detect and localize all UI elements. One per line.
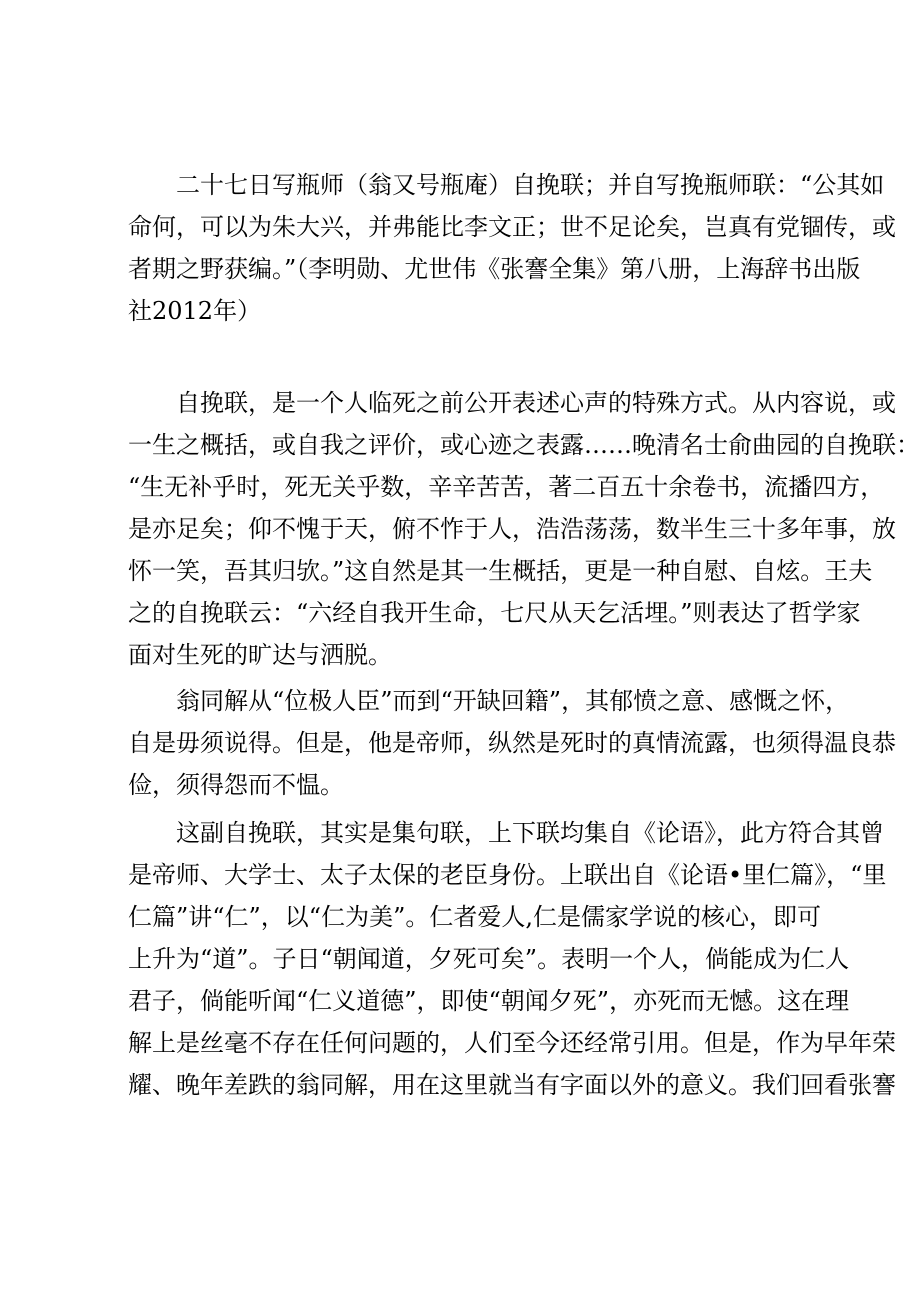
paragraph-3-line-3: 俭，须得怨而不愠。 — [128, 771, 344, 799]
paragraph-4-line-6: 解上是丝毫不存在任何问题的，人们至今还经常引用。但是，作为早年荣 — [128, 1029, 896, 1057]
paragraph-1-line-4: 社2012年） — [128, 297, 262, 325]
paragraph-4-line-4: 上升为“道”。子日“朝闻道，夕死可矣”。表明一个人，倘能成为仁人 — [128, 945, 850, 973]
paragraph-4-line-7: 耀、晚年差跌的翁同解，用在这里就当有字面以外的意义。我们回看张謇 — [128, 1071, 896, 1099]
paragraph-3-line-1: 翁同解从“位极人臣”而到“开缺回籍”，其郁愤之意、感慨之怀， — [176, 687, 850, 715]
paragraph-4-line-2: 是帝师、大学士、太子太保的老臣身份。上联出自《论语•里仁篇》，“里 — [128, 861, 887, 889]
paragraph-2-line-6: 之的自挽联云：“六经自我开生命，七尺从天乞活埋。”则表达了哲学家 — [128, 599, 861, 627]
paragraph-1-line-2: 命何，可以为朱大兴，并弗能比李文正；世不足论矣，岂真有党锢传，或 — [128, 213, 896, 241]
paragraph-2-line-4: 是亦足矣；仰不愧于天，俯不怍于人，浩浩荡荡，数半生三十多年事，放 — [128, 515, 896, 543]
paragraph-3-line-2: 自是毋须说得。但是，他是帝师，纵然是死时的真情流露，也须得温良恭 — [128, 729, 896, 757]
paragraph-4-line-5: 君子，倘能听闻“仁义道德”，即使“朝闻夕死”，亦死而无憾。这在理 — [128, 987, 850, 1015]
paragraph-2-line-1: 自挽联，是一个人临死之前公开表述心声的特殊方式。从内容说，或 — [176, 389, 896, 417]
paragraph-2-line-3: “生无补乎时，死无关乎数，辛辛苦苦，著二百五十余卷书，流播四方， — [128, 473, 885, 501]
paragraph-1-line-1: 二十七日写瓶师（翁又号瓶庵）自挽联；并自写挽瓶师联：“公其如 — [176, 171, 885, 199]
paragraph-4-line-3: 仁篇”讲“仁”，以“仁为美”。仁者爱人,仁是儒家学说的核心，即可 — [128, 903, 821, 931]
paragraph-4-line-1: 这副自挽联，其实是集句联，上下联均集自《论语》，此方符合其曾 — [176, 819, 884, 847]
paragraph-2-line-2: 一生之概括，或自我之评价，或心迹之表露……晚清名士俞曲园的自挽联： — [128, 431, 920, 459]
paragraph-2-line-5: 怀一笑，吾其归欤。”这自然是其一生概括，更是一种自慰、自炫。王夫 — [128, 557, 873, 585]
paragraph-2-line-7: 面对生死的旷达与洒脱。 — [128, 641, 392, 669]
paragraph-1-line-3: 者期之野获编。”（李明勋、尤世伟《张謇全集》第八册，上海辞书出版 — [128, 255, 861, 283]
